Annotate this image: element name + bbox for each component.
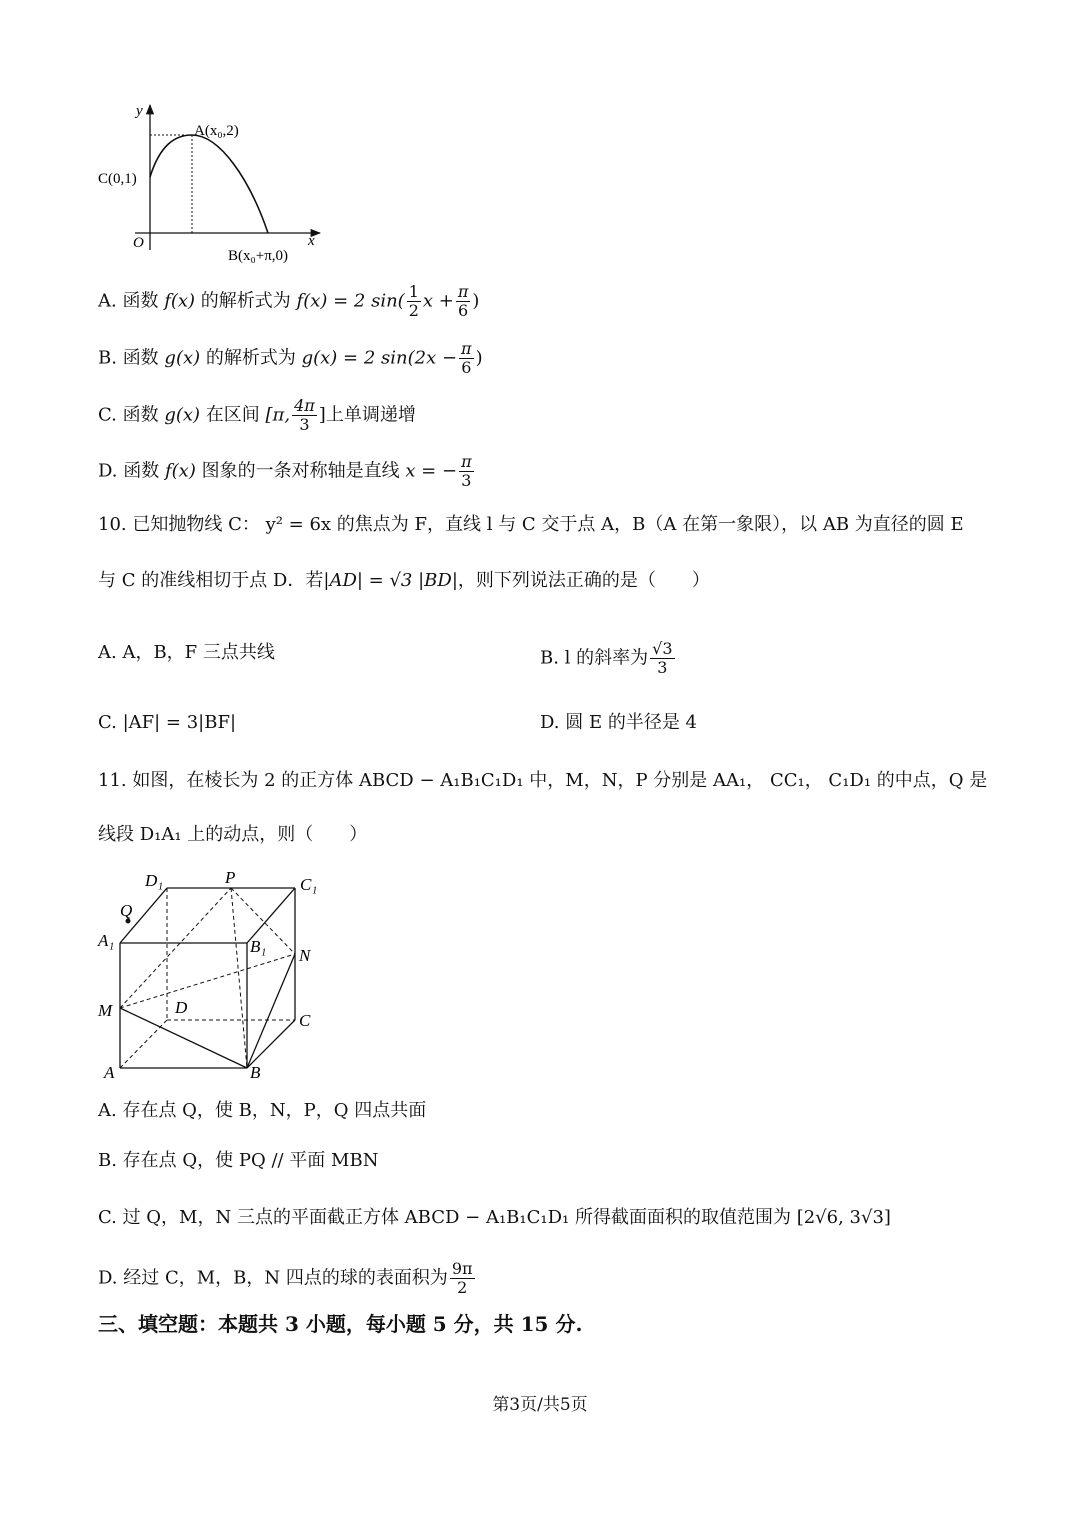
q9-option-d: D. 函数 f(x) 图象的一条对称轴是直线 x = − $\frac{\pi}{3}$ [98, 452, 472, 490]
label-a: A [104, 1063, 115, 1082]
label-d1: D₁ [145, 871, 164, 890]
q11-option-a: A. 存在点 Q，使 B，N，P，Q 四点共面 [98, 1100, 427, 1121]
label-p: P [225, 868, 236, 887]
label-b: B [250, 1063, 261, 1082]
label-b1: B₁ [250, 937, 267, 956]
y-axis-label: y [136, 103, 143, 119]
q11-stem-line2: 线段 D₁A₁ 上的动点，则（ ） [98, 824, 368, 845]
q10-option-c: C. |AF| = 3|BF| [98, 712, 237, 733]
label-c1: C₁ [300, 875, 318, 894]
q10-option-d: D. 圆 E 的半径是 4 [540, 712, 697, 733]
section-3-heading: 三、填空题：本题共 3 小题，每小题 5 分，共 15 分. [98, 1312, 583, 1336]
x-axis-label: x [308, 233, 315, 249]
point-c-label: C(0,1) [98, 171, 137, 187]
label-n: N [299, 946, 311, 965]
point-b-label: B(x₀+π,0) [228, 248, 289, 264]
q11-option-b: B. 存在点 Q，使 PQ // 平面 MBN [98, 1150, 379, 1171]
label-a1: A₁ [98, 931, 115, 950]
label-q: Q [120, 901, 133, 920]
label-m: M [98, 1001, 113, 1020]
q10-option-a: A. A，B，F 三点共线 [98, 642, 275, 663]
q10-stem-line2: 与 C 的准线相切于点 D．若|AD| = √3 |BD|，则下列说法正确的是（ ） [98, 570, 710, 591]
sine-graph [90, 95, 330, 270]
sine-curve [150, 135, 268, 233]
label-d: D [175, 998, 188, 1017]
page-number: 第3页/共5页 [492, 1395, 588, 1415]
q11-option-c: C. 过 Q，M，N 三点的平面截正方体 ABCD − A₁B₁C₁D₁ 所得截面面积的取值范围为 [2√6, 3√3] [98, 1207, 891, 1228]
point-a-label: A(x₀,2) [194, 123, 239, 139]
q11-option-d: D. 经过 C，M，B，N 四点的球的表面积为 $\frac{9\pi}{2}$ [98, 1259, 473, 1297]
q10-option-b: B. l 的斜率为 $\frac{√3}{3}$ [540, 639, 673, 677]
q9-option-b: B. 函数 g(x) 的解析式为 g(x) = 2 sin(2x − $\frac{\pi}{6}$ ) [98, 339, 483, 377]
q10-stem-line1: 10. 已知抛物线 C： y² = 6x 的焦点为 F，直线 l 与 C 交于点 A，B（A 在第一象限），以 AB 为直径的圆 E [98, 514, 964, 535]
cube-figure [90, 868, 340, 1083]
label-c: C [299, 1011, 311, 1030]
origin-label: O [133, 235, 144, 251]
q9-option-c: C. 函数 g(x) 在区间 [π, $\frac{4\pi}{3}$ ]上单调递增 [98, 396, 416, 434]
q11-stem-line1: 11. 如图，在棱长为 2 的正方体 ABCD − A₁B₁C₁D₁ 中，M，N，P 分别是 AA₁， CC₁， C₁D₁ 的中点，Q 是 [98, 770, 988, 791]
q9-option-a: A. 函数 f(x) 的解析式为 f(x) = 2 sin( $\frac{1}{2}$ x + $\frac{\pi}{6}$ ) [98, 282, 480, 320]
